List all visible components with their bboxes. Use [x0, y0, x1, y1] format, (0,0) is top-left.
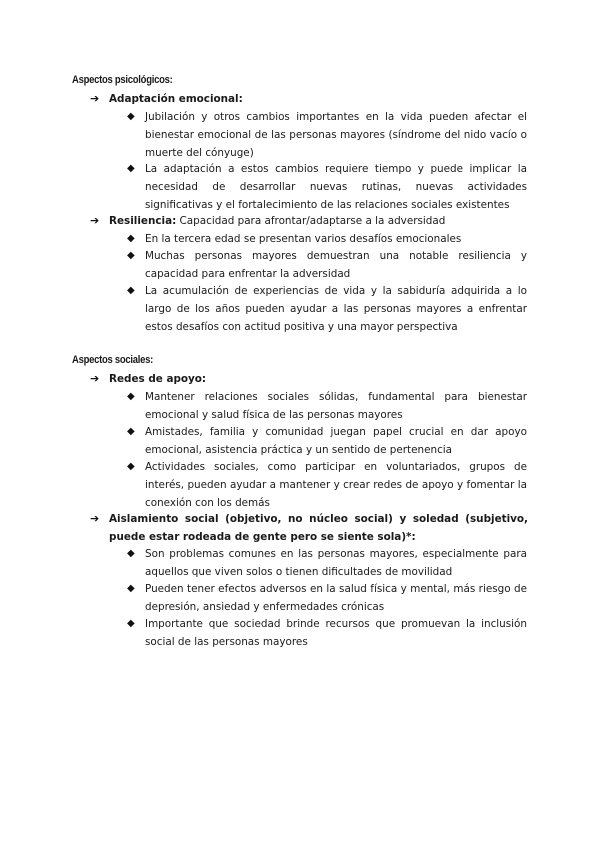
bullet-text: Muchas personas mayores demuestran una notable resiliencia y capacidad para enfrentar la adversidad — [145, 250, 527, 280]
section-title-social: Aspectos sociales: — [72, 354, 154, 366]
arrow-right-icon: ➔ — [90, 214, 100, 227]
bullet-item — [127, 282, 527, 336]
diamond-bullet-icon: ◆ — [127, 583, 135, 594]
bullet-text: En la tercera edad se presentan varios desafíos emocionales — [145, 233, 462, 245]
arrow-right-icon: ➔ — [90, 512, 100, 525]
diamond-bullet-icon: ◆ — [127, 111, 135, 122]
list-item-resiliencia — [90, 212, 528, 230]
bullet-item — [127, 160, 527, 214]
item-label: Adaptación emocional: — [109, 93, 243, 105]
bullet-item — [127, 458, 527, 512]
diamond-bullet-icon: ◆ — [127, 233, 135, 244]
bullet-text: Importante que sociedad brinde recursos que promuevan la inclusión social de las personas mayores — [145, 618, 527, 648]
bullet-item — [127, 580, 527, 616]
bullet-text: Son problemas comunes en las personas mayores, especialmente para aquellos que viven solos o tienen dificultades de movilidad — [145, 548, 527, 578]
item-label: Resiliencia: — [109, 215, 177, 227]
diamond-bullet-icon: ◆ — [127, 163, 135, 174]
list-item-aislamiento — [90, 510, 528, 546]
bullet-text: Jubilación y otros cambios importantes en la vida pueden afectar el bienestar emocional de las personas mayores (síndrome del nido vacío o muerte del cónyuge) — [145, 111, 527, 159]
bullet-item — [127, 230, 527, 248]
bullet-item — [127, 545, 527, 581]
bullet-item — [127, 423, 527, 459]
item-label: Redes de apoyo: — [109, 373, 207, 385]
bullet-text: Actividades sociales, como participar en voluntariados, grupos de interés, pueden ayudar a mantener y crear redes de apoyo y fomentar la conexión con los demás — [145, 461, 527, 509]
bullet-text: Amistades, familia y comunidad juegan papel crucial en dar apoyo emocional, asistencia práctica y un sentido de pertenencia — [145, 426, 527, 456]
bullet-item — [127, 108, 527, 162]
diamond-bullet-icon: ◆ — [127, 618, 135, 629]
diamond-bullet-icon: ◆ — [127, 391, 135, 402]
diamond-bullet-icon: ◆ — [127, 285, 135, 296]
diamond-bullet-icon: ◆ — [127, 548, 135, 559]
item-description: Capacidad para afrontar/adaptarse a la adversidad — [176, 215, 446, 227]
diamond-bullet-icon: ◆ — [127, 250, 135, 261]
bullet-item — [127, 247, 527, 283]
bullet-text: La acumulación de experiencias de vida y la sabiduría adquirida a lo largo de los años pueden ayudar a las personas mayores a enfrentar estos desafíos con actitud positiva y una mayor perspectiva — [145, 285, 527, 333]
section-title-psychological: Aspectos psicológicos: — [72, 74, 173, 86]
bullet-text: Pueden tener efectos adversos en la salud física y mental, más riesgo de depresión, ansiedad y enfermedades crónicas — [145, 583, 527, 613]
diamond-bullet-icon: ◆ — [127, 461, 135, 472]
bullet-text: La adaptación a estos cambios requiere tiempo y puede implicar la necesidad de desarrollar nuevas rutinas, nuevas actividades significativas y el fortalecimiento de las relaciones sociales existentes — [145, 163, 527, 211]
arrow-right-icon: ➔ — [90, 92, 100, 105]
list-item-adaptacion — [90, 90, 528, 108]
arrow-right-icon: ➔ — [90, 372, 100, 385]
list-item-redes-apoyo — [90, 370, 528, 388]
bullet-item — [127, 615, 527, 651]
bullet-item — [127, 388, 527, 424]
bullet-text: Mantener relaciones sociales sólidas, fundamental para bienestar emocional y salud física de las personas mayores — [145, 391, 527, 421]
item-label: Aislamiento social (objetivo, no núcleo social) y soledad (subjetivo, puede estar rodeada de gente pero se siente sola)*: — [109, 513, 528, 543]
diamond-bullet-icon: ◆ — [127, 426, 135, 437]
